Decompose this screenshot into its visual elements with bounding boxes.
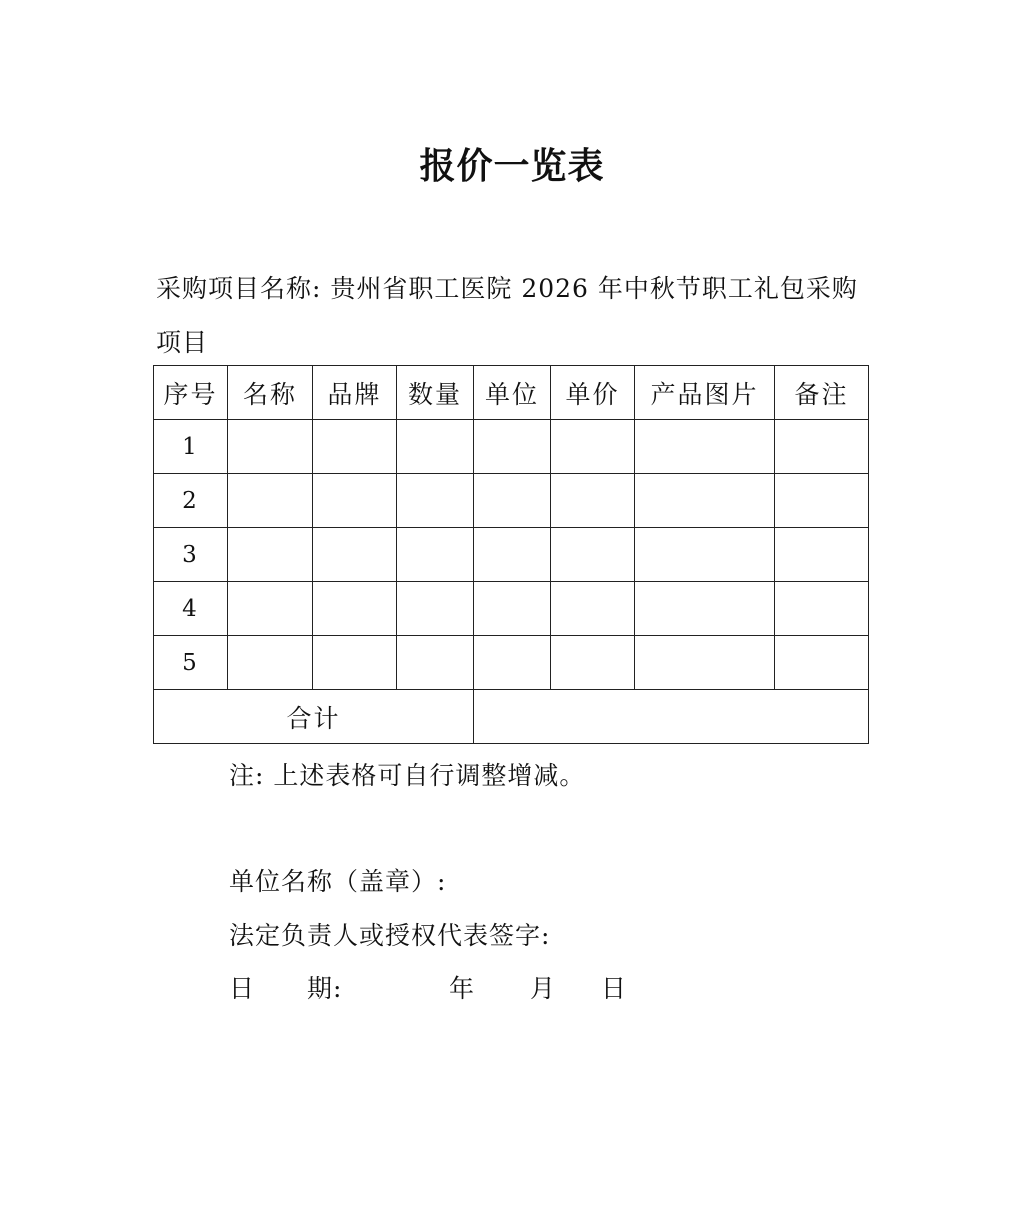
header-cell: 名称 xyxy=(228,366,313,420)
company-seal-line: 单位名称（盖章）: xyxy=(229,867,447,896)
table-cell xyxy=(313,582,397,636)
document-title: 报价一览表 xyxy=(419,145,605,187)
table-cell xyxy=(313,420,397,474)
table-cell xyxy=(397,582,474,636)
header-cell: 单位 xyxy=(474,366,551,420)
date-month: 月 xyxy=(530,974,557,1003)
project-name-line: 采购项目名称: 贵州省职工医院 2026 年中秋节职工礼包采购项目 xyxy=(156,274,858,357)
table-cell xyxy=(551,582,635,636)
table-row xyxy=(154,474,869,528)
table-cell xyxy=(635,636,775,690)
header-cell: 产品图片 xyxy=(635,366,775,420)
table-cell xyxy=(551,636,635,690)
table-cell xyxy=(228,636,313,690)
table-cell xyxy=(635,474,775,528)
table-cell xyxy=(775,636,869,690)
table-cell xyxy=(474,636,551,690)
table-cell xyxy=(313,528,397,582)
table-cell xyxy=(228,582,313,636)
table-row xyxy=(154,582,869,636)
table-cell xyxy=(551,420,635,474)
header-cell: 品牌 xyxy=(313,366,397,420)
date-day: 日 xyxy=(601,974,628,1003)
table-cell xyxy=(551,528,635,582)
table-cell xyxy=(635,582,775,636)
table-row xyxy=(154,420,869,474)
header-cell: 备注 xyxy=(775,366,869,420)
row-number: 3 xyxy=(154,528,228,582)
row-number: 2 xyxy=(154,474,228,528)
table-cell xyxy=(474,420,551,474)
table-cell xyxy=(635,420,775,474)
table-cell xyxy=(474,582,551,636)
quote-table xyxy=(153,365,869,744)
total-value xyxy=(474,690,869,744)
table-cell xyxy=(551,474,635,528)
table-cell xyxy=(397,474,474,528)
table-cell xyxy=(397,528,474,582)
total-label: 合计 xyxy=(154,690,474,744)
row-number: 4 xyxy=(154,582,228,636)
table-cell xyxy=(313,636,397,690)
table-cell xyxy=(775,474,869,528)
row-number: 5 xyxy=(154,636,228,690)
table-row xyxy=(154,528,869,582)
table-cell xyxy=(228,420,313,474)
table-cell xyxy=(228,528,313,582)
header-cell: 数量 xyxy=(397,366,474,420)
table-row xyxy=(154,636,869,690)
table-cell xyxy=(474,528,551,582)
table-cell xyxy=(313,474,397,528)
representative-signature-line: 法定负责人或授权代表签字: xyxy=(229,921,551,950)
date-label: 日 期: xyxy=(229,974,343,1003)
table-cell xyxy=(228,474,313,528)
table-cell xyxy=(775,528,869,582)
table-cell xyxy=(397,420,474,474)
table-cell xyxy=(474,474,551,528)
table-cell xyxy=(397,636,474,690)
table-header-row xyxy=(154,366,869,420)
date-year: 年 xyxy=(449,974,476,1003)
total-row xyxy=(154,690,869,744)
row-number: 1 xyxy=(154,420,228,474)
table-cell xyxy=(635,528,775,582)
table-cell xyxy=(775,582,869,636)
header-cell: 序号 xyxy=(154,366,228,420)
header-cell: 单价 xyxy=(551,366,635,420)
table-cell xyxy=(775,420,869,474)
table-note: 注: 上述表格可自行调整增减。 xyxy=(229,761,586,790)
